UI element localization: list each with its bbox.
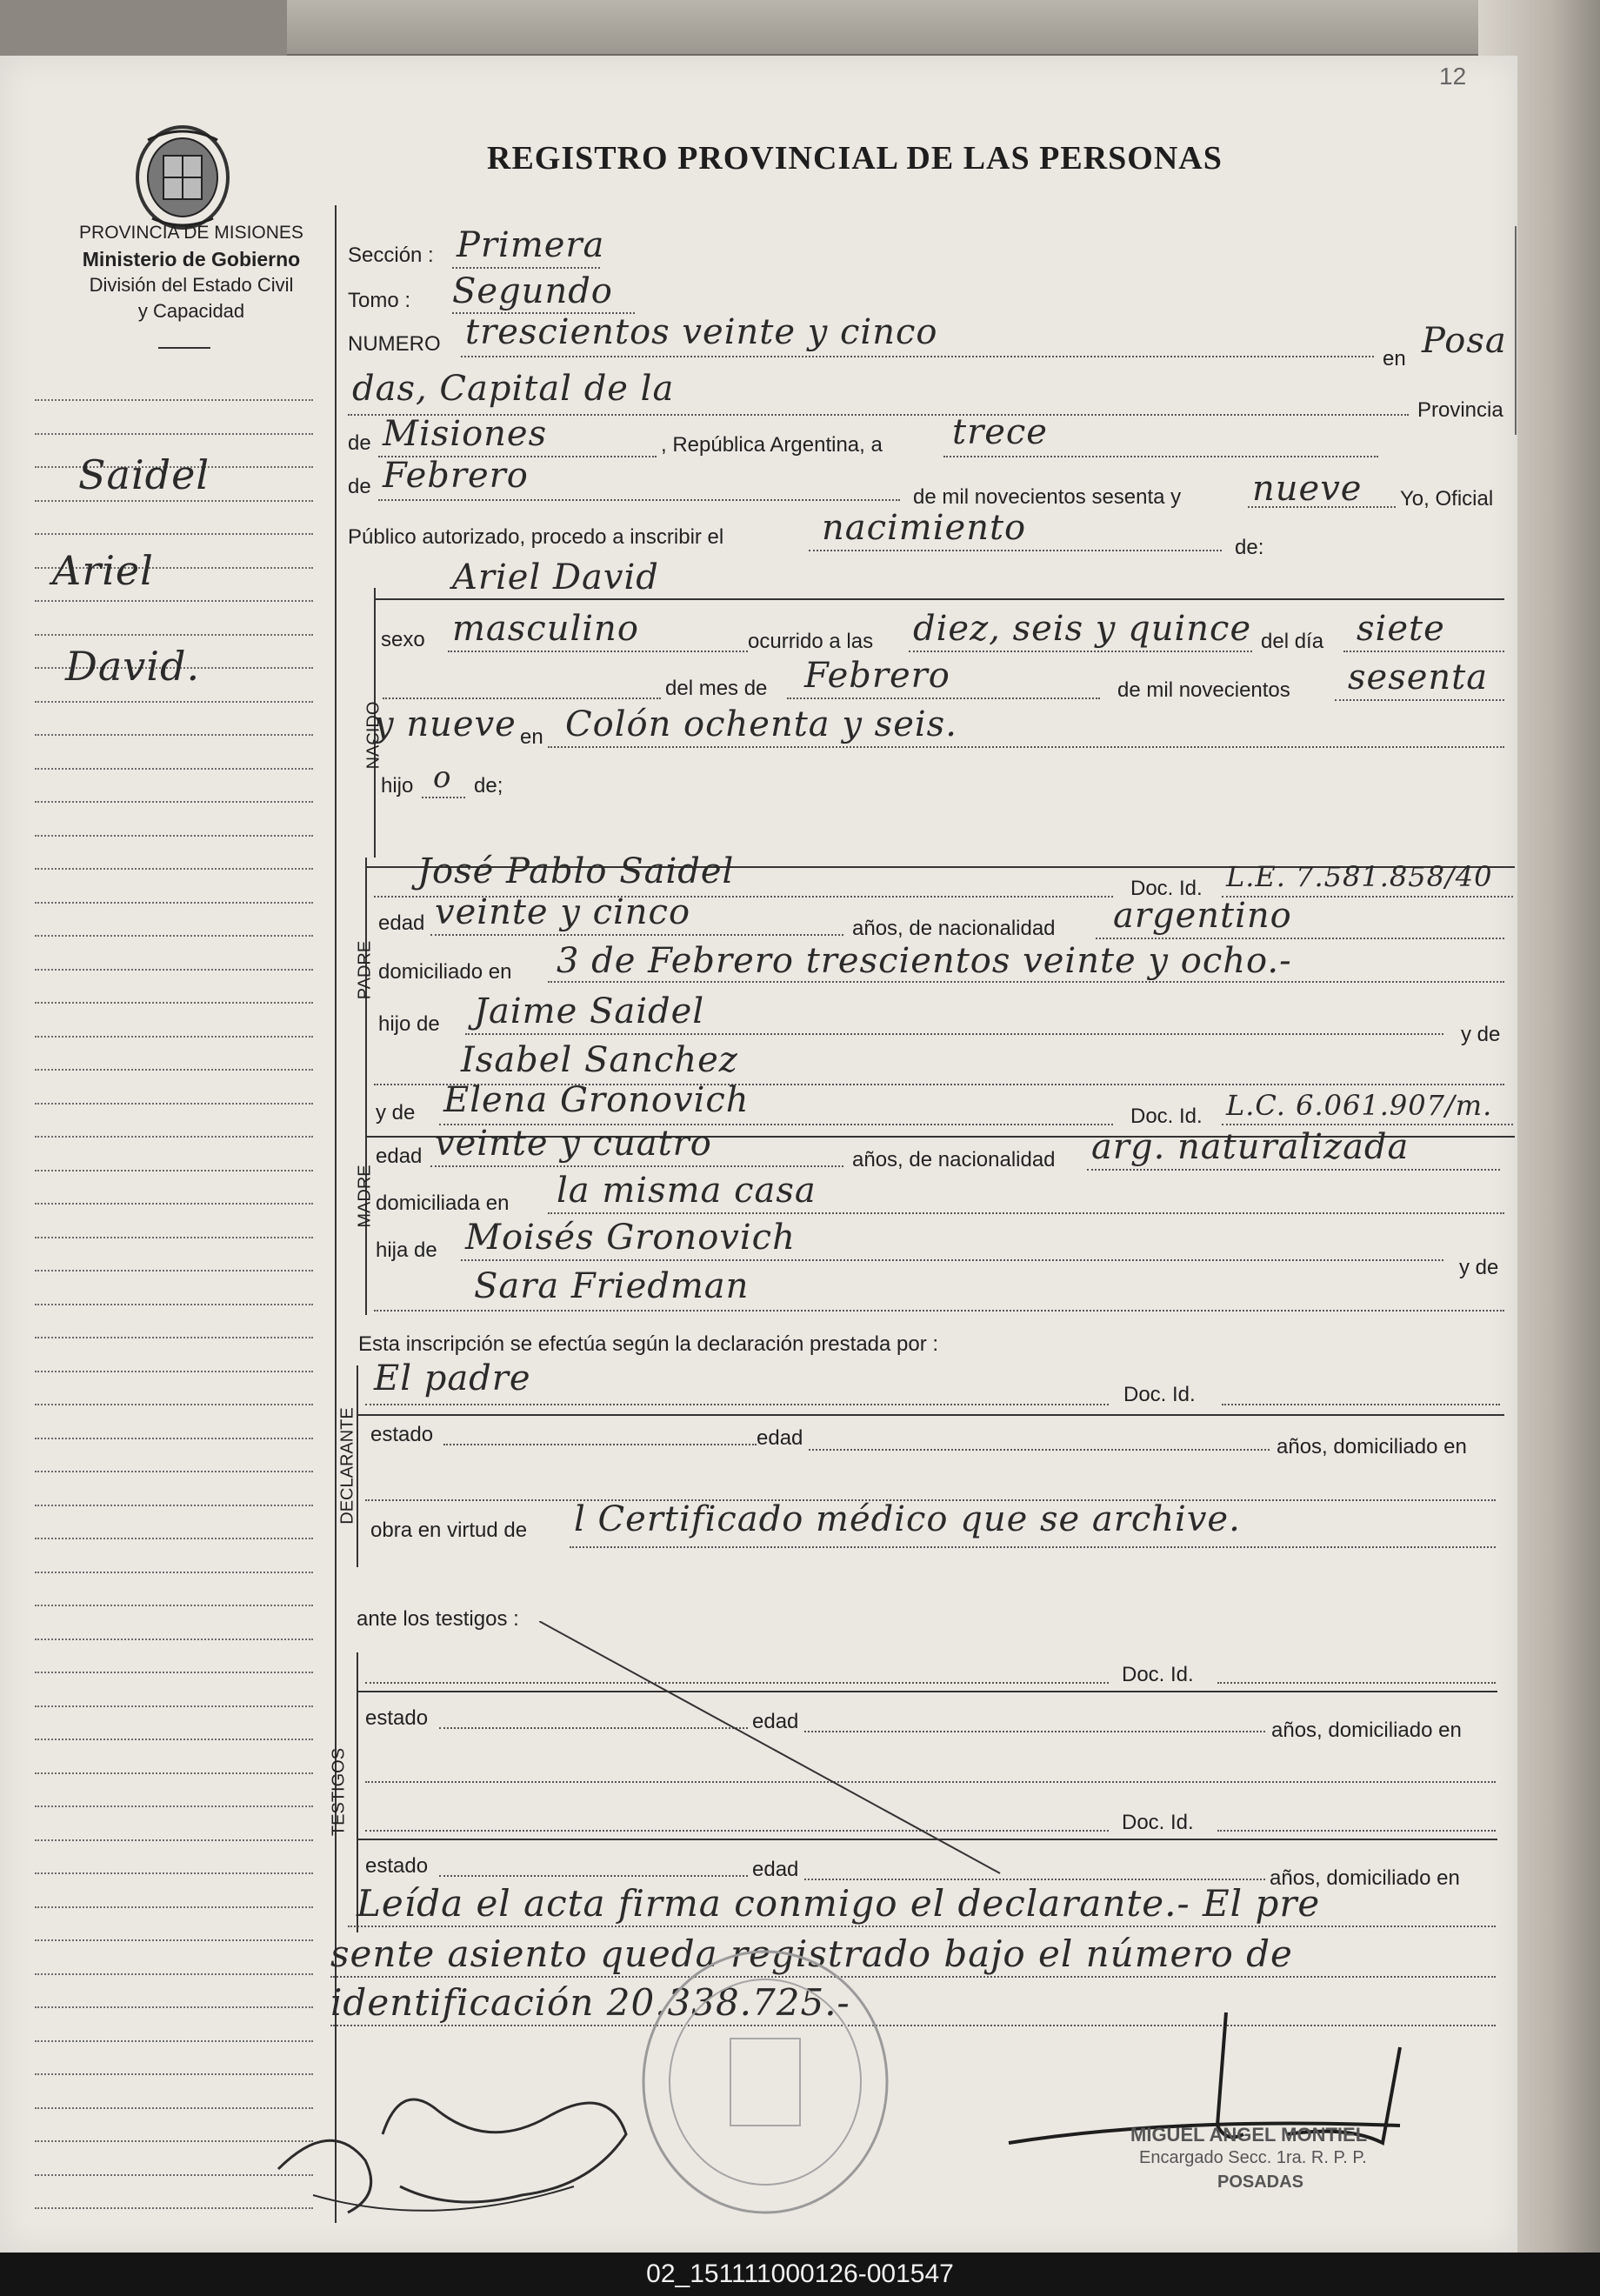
margin-line (35, 1404, 313, 1405)
margin-surname: Saidel (78, 451, 210, 498)
en-label: en (1383, 347, 1406, 370)
publico-label: Público autorizado, procedo a inscribir el (348, 525, 724, 549)
margin-line (35, 1772, 313, 1774)
declarante-doc-label: Doc. Id. (1123, 1383, 1196, 1406)
madre-dom-value: la misma casa (557, 1171, 817, 1211)
margin-line (35, 1505, 313, 1506)
de-colon-label: de: (1235, 536, 1264, 559)
margin-line (35, 1337, 313, 1338)
testigo1-edad-label: edad (752, 1710, 799, 1733)
padre-y-de-label: y de (1461, 1023, 1501, 1046)
hora-line (909, 651, 1252, 652)
del-mes-label: del mes de (665, 677, 768, 700)
margin-line (35, 734, 313, 736)
de-label: de (348, 431, 371, 455)
margin-line (35, 2006, 313, 2008)
margin-line (35, 1939, 313, 1941)
declarante-label: DECLARANTE (337, 1407, 357, 1525)
hora-value: diez, seis y quince (913, 609, 1252, 649)
madre-doc-line (1222, 1124, 1513, 1125)
margin-line (35, 1371, 313, 1372)
capacity-label: y Capacidad (137, 300, 245, 322)
padre-dom-label: domiciliado en (378, 960, 512, 984)
margin-line (35, 1605, 313, 1606)
padre-nac-line (1096, 938, 1504, 939)
abuela-m-value: Sara Friedman (474, 1266, 750, 1306)
left-signature (261, 2012, 661, 2239)
margin-line (35, 935, 313, 937)
strike-line (539, 1621, 1009, 1882)
anio-line-1 (1335, 699, 1504, 701)
margin-line (35, 835, 313, 837)
provincia-value: Misiones (383, 414, 548, 454)
nombre-value: Ariel David (452, 557, 659, 597)
margin-line (35, 1471, 313, 1472)
madre-nac-line (1087, 1169, 1500, 1171)
testigo2-edad-label: edad (752, 1858, 799, 1881)
acto-value: nacimiento (822, 508, 1027, 548)
margin-line (35, 1170, 313, 1171)
margin-line (35, 1973, 313, 1975)
declarante-estado-label: estado (370, 1423, 434, 1446)
padre-label: PADRE (355, 940, 375, 1000)
lugar-nacimiento-line (548, 746, 1504, 748)
abuelo-p-line (465, 1033, 1443, 1035)
padre-edad-line (430, 934, 843, 936)
padre-name-value: José Pablo Saidel (417, 851, 735, 891)
del-dia-label: del día (1261, 630, 1324, 653)
margin-line (35, 1136, 313, 1138)
testigo1-doc-line (1217, 1682, 1496, 1684)
dia-registro-value: trece (952, 412, 1048, 452)
numero-label: NUMERO (348, 332, 441, 356)
mes-line (787, 697, 1100, 699)
declarante-dom-label: años, domiciliado en (1277, 1435, 1467, 1458)
madre-dom-line (548, 1212, 1504, 1214)
padre-dom-value: 3 de Febrero trescientos veinte y ocho.- (557, 941, 1292, 981)
stamp-city: POSADAS (1217, 2173, 1303, 2192)
stamp-role: Encargado Secc. 1ra. R. P. P. (1139, 2148, 1367, 2167)
margin-line (35, 1002, 313, 1004)
testigo1-dom-label: años, domiciliado en (1271, 1719, 1462, 1742)
lugar-value-2: das, Capital de la (352, 369, 675, 409)
margin-line (35, 1705, 313, 1707)
mil-sesenta-label: de mil novecientos sesenta y (913, 485, 1182, 509)
margin-line (35, 801, 313, 803)
sexo-line (448, 651, 748, 652)
padre-dom-line (548, 981, 1504, 983)
mes-registro-value: Febrero (383, 456, 529, 496)
margin-line (35, 1237, 313, 1238)
division-label: División del Estado Civil (89, 274, 294, 296)
nombre-rule (374, 598, 1504, 600)
testigos-label: TESTIGOS (329, 1747, 349, 1837)
declarante-line (365, 1404, 1109, 1405)
padre-edad-value: veinte y cinco (435, 892, 691, 932)
abuela-m-line (374, 1310, 1504, 1312)
hijo-value: o (433, 760, 452, 795)
footer-identifier: 02_151111000126-001547 (0, 2253, 1600, 2296)
madre-edad-line (430, 1165, 843, 1167)
dia-registro-line (943, 456, 1378, 457)
abuelo-p-value: Jaime Saidel (474, 991, 705, 1031)
page-number: 12 (1439, 63, 1467, 90)
margin-line (35, 533, 313, 535)
hijo-label: hijo (381, 774, 414, 798)
margin-line (35, 433, 313, 435)
register-page (0, 56, 1517, 2253)
testigo1-doc-label: Doc. Id. (1122, 1663, 1194, 1686)
declarante-edad-label: edad (757, 1426, 803, 1450)
page-title: REGISTRO PROVINCIAL DE LAS PERSONAS (487, 140, 1223, 177)
testigo2-doc-line (1217, 1830, 1496, 1832)
margin-line (35, 902, 313, 904)
frame-right-border (1515, 226, 1517, 435)
margin-line (35, 1203, 313, 1205)
madre-nac-label: años, de nacionalidad (852, 1148, 1056, 1171)
madre-doc-value: L.C. 6.061.907/m. (1226, 1089, 1493, 1122)
round-seal-icon (635, 1943, 896, 2221)
nota-1: Leída el acta firma conmigo el declarante.- El pre (357, 1882, 1321, 1925)
margin-line (35, 1872, 313, 1874)
testigo2-estado-label: estado (365, 1854, 429, 1878)
margin-line (35, 1069, 313, 1071)
anio-value-2: y nueve (374, 704, 517, 744)
hijo-line (422, 797, 465, 798)
ministry-label: Ministerio de Gobierno (82, 248, 301, 270)
padre-hijo-de-label: hijo de (378, 1012, 440, 1036)
margin-line (35, 1672, 313, 1673)
blank-line (383, 697, 661, 699)
madre-hija-de-label: hija de (376, 1238, 437, 1262)
margin-line (35, 1438, 313, 1439)
yo-oficial-label: Yo, Oficial (1400, 487, 1494, 511)
margin-line (35, 600, 313, 602)
madre-edad-label: edad (376, 1145, 423, 1168)
tomo-value: Segundo (452, 271, 613, 311)
declarante-value: El padre (374, 1358, 531, 1398)
margin-line (35, 399, 313, 401)
ocurrido-label: ocurrido a las (748, 630, 874, 653)
madre-nac-value: arg. naturalizada (1091, 1127, 1410, 1167)
obra-line (570, 1546, 1496, 1548)
madre-y-de-label: y de (376, 1101, 416, 1125)
nacido-label: NACIDO (363, 701, 383, 770)
margin-line (35, 1739, 313, 1740)
declarante-doc-line (1222, 1404, 1500, 1405)
padre-doc-label: Doc. Id. (1130, 877, 1203, 900)
padre-doc-value: L.E. 7.581.858/40 (1226, 860, 1493, 893)
acto-line (809, 550, 1222, 551)
mes-registro-line (378, 499, 900, 501)
anio-value-1: sesenta (1348, 657, 1489, 697)
margin-line (35, 1839, 313, 1841)
declarante-rule (357, 1414, 1504, 1416)
nota-2: sente asiento queda registrado bajo el número de (330, 1932, 1293, 1975)
padre-nac-label: años, de nacionalidad (852, 917, 1056, 940)
testigo2-doc-label: Doc. Id. (1122, 1811, 1194, 1834)
margin-line (35, 1805, 313, 1807)
lugar-nacimiento-value: Colón ochenta y seis. (565, 704, 957, 744)
tomo-label: Tomo : (348, 289, 411, 312)
madre-edad-value: veinte y cuatro (435, 1124, 712, 1164)
margin-line (35, 1538, 313, 1539)
madre-doc-label: Doc. Id. (1130, 1105, 1203, 1128)
header-underline (158, 347, 210, 349)
numero-line (461, 356, 1374, 357)
abuelo-m-line (461, 1259, 1443, 1261)
frame-left-border (335, 205, 337, 2223)
margin-line (35, 1036, 313, 1038)
anio-registro-value: nueve (1252, 469, 1363, 509)
province-label: PROVINCIA DE MISIONES (79, 223, 303, 243)
declarante-estado-line (443, 1444, 757, 1445)
madre-name-value: Elena Gronovich (443, 1080, 750, 1120)
obra-value: l Certificado médico que se archive. (574, 1499, 1241, 1539)
sexo-value: masculino (452, 609, 639, 649)
margin-line (35, 1906, 313, 1908)
lugar-value-1: Posa (1422, 321, 1507, 361)
madre-dom-label: domiciliada en (376, 1191, 510, 1215)
margin-line (35, 500, 313, 502)
dia-value: siete (1357, 609, 1445, 649)
en-nacimiento-label: en (520, 725, 543, 749)
margin-line (35, 1639, 313, 1640)
padre-nac-value: argentino (1113, 896, 1292, 936)
de-mes-label: de (348, 475, 371, 498)
margin-line (35, 701, 313, 703)
margin-name-2: David. (65, 643, 201, 690)
nota-line-1 (348, 1926, 1496, 1927)
numero-value: trescientos veinte y cinco (465, 312, 938, 352)
republica-label: , República Argentina, a (661, 433, 883, 457)
madre-label: MADRE (355, 1165, 375, 1228)
ante-label: ante los testigos : (357, 1607, 519, 1631)
seccion-label: Sección : (348, 244, 434, 267)
testigo1-estado-label: estado (365, 1706, 429, 1730)
mil-novecientos-label: de mil novecientos (1117, 678, 1290, 702)
esta-inscripcion-label: Esta inscripción se efectúa según la declaración prestada por : (358, 1332, 939, 1356)
margin-line (35, 969, 313, 971)
margin-line (35, 868, 313, 870)
seccion-line (452, 267, 600, 269)
de-semicolon-label: de; (474, 774, 503, 798)
stamp-name: MIGUEL ANGEL MONTIEL (1130, 2124, 1368, 2146)
nota-line-2 (330, 1976, 1496, 1978)
margin-name-1: Ariel (52, 547, 154, 594)
nota-3: identificación 20.338.725.- (330, 1981, 850, 2024)
margin-line (35, 1572, 313, 1573)
margin-line (35, 1270, 313, 1271)
mes-value: Febrero (804, 656, 950, 696)
margin-line (35, 634, 313, 636)
margin-line (35, 1304, 313, 1305)
margin-line (35, 768, 313, 770)
margin-line (35, 1103, 313, 1105)
dia-line (1343, 651, 1504, 652)
abuelo-m-value: Moisés Gronovich (465, 1218, 796, 1258)
madre-y-de-label-2: y de (1459, 1256, 1499, 1279)
coat-of-arms-icon (130, 121, 235, 234)
obra-label: obra en virtud de (370, 1518, 528, 1542)
provincia-label: Provincia (1417, 398, 1503, 422)
seccion-value: Primera (457, 225, 605, 265)
testigo2-dom-label: años, domiciliado en (1270, 1866, 1460, 1890)
declarante-edad-line (809, 1449, 1270, 1451)
book-binding-top (287, 0, 1522, 56)
sexo-label: sexo (381, 628, 425, 651)
padre-edad-label: edad (378, 911, 425, 935)
abuela-p-value: Isabel Sanchez (461, 1040, 738, 1080)
